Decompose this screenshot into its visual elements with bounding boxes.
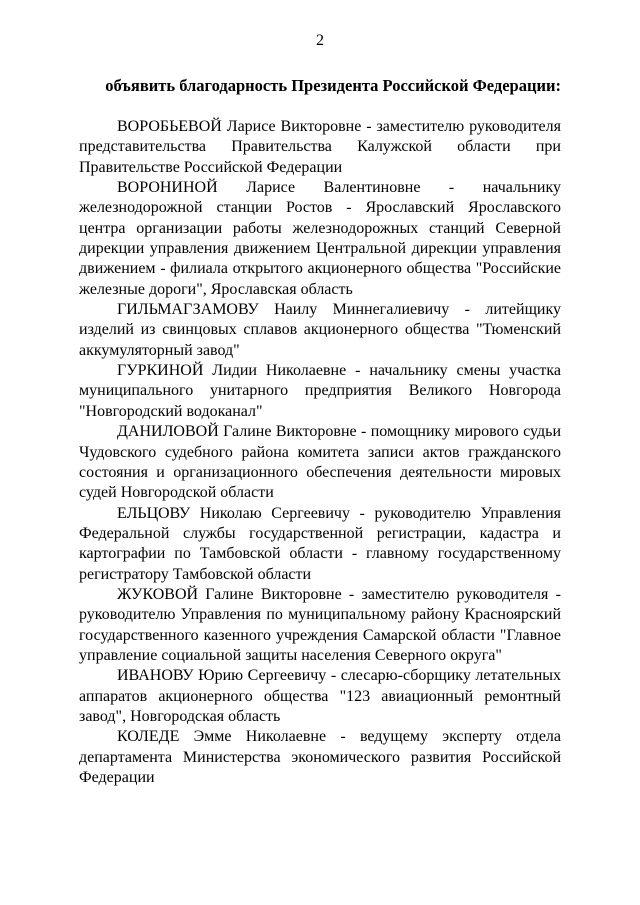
award-entry: ДАНИЛОВОЙ Галине Викторовне - помощнику мирового судьи Чудовского судебного района комитета записи актов гражданского состояния и организационного обеспечения деятельности мировых судей Новгородской области	[79, 423, 561, 502]
decree-heading: объявить благодарность Президента Российской Федерации:	[105, 76, 561, 95]
award-entry: ВОРОНИНОЙ Ларисе Валентиновне - начальнику железнодорожной станции Ростов - Ярославский Ярославского центра организации работы железнодорожных станций Северной дирекции управления движением Центральной дирекции управления движением - филиала открытого акционерного общества "Российские железные дороги", Ярославская область	[79, 179, 561, 298]
award-entry: ГУРКИНОЙ Лидии Николаевне - начальнику смены участка муниципального унитарного предприятия Великого Новгорода "Новгородский водоканал"	[79, 362, 561, 420]
award-entry: ГИЛЬМАГЗАМОВУ Наилу Миннегалиевичу - литейщику изделий из свинцовых сплавов акционерного общества "Тюменский аккумуляторный завод"	[79, 301, 561, 359]
award-entry: КОЛЕДЕ Эмме Николаевне - ведущему эксперту отдела департамента Министерства экономического развития Российской Федерации	[79, 728, 561, 786]
award-entry: ЖУКОВОЙ Галине Викторовне - заместителю руководителя - руководителю Управления по муниципальному району Красноярский государственного казенного учреждения Самарской области "Главное управление социальной защиты населения Северного округа"	[79, 585, 561, 664]
award-entry: ВОРОБЬЕВОЙ Ларисе Викторовне - заместителю руководителя представительства Правительства Калужской области при Правительстве Российской Федерации	[79, 118, 561, 176]
award-list	[79, 117, 561, 788]
award-entry: ЕЛЬЦОВУ Николаю Сергеевичу - руководителю Управления Федеральной службы государственной регистрации, кадастра и картографии по Тамбовской области - главному государственному регистратору Тамбовской области	[79, 504, 561, 583]
page-number: 2	[316, 32, 324, 49]
award-entry: ИВАНОВУ Юрию Сергеевичу - слесарю-сборщику летательных аппаратов акционерного общества "123 авиационный ремонтный завод", Новгородская область	[79, 667, 561, 725]
